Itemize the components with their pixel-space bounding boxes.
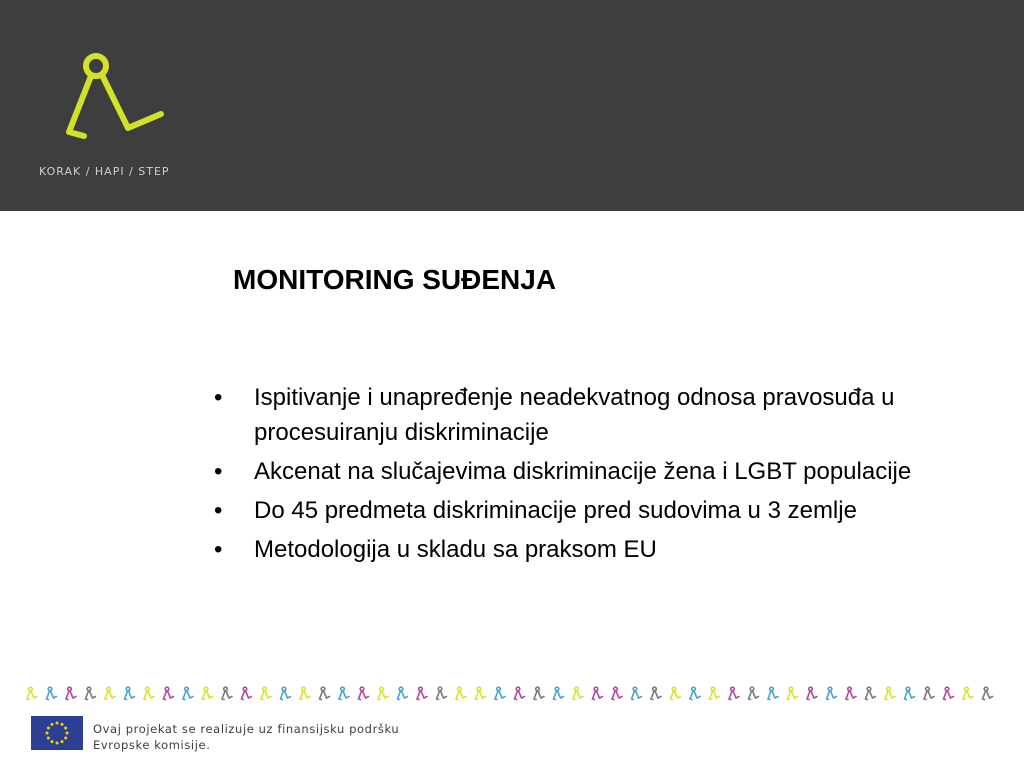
walking-figure-icon (690, 687, 700, 699)
list-item (214, 380, 914, 450)
walking-figure-icon (866, 687, 876, 699)
eu-star-icon (47, 727, 50, 730)
walking-figure-icon (534, 687, 544, 699)
walking-figure-icon (398, 687, 408, 699)
walking-figure-icon (125, 687, 135, 699)
walking-figure-icon (632, 687, 642, 699)
walking-figure-icon (378, 687, 388, 699)
eu-funding-text: Ovaj projekat se realizuje uz finansijsku podršku Evropske komisije. (93, 722, 400, 752)
walking-figure-icon (749, 687, 759, 699)
list-item (214, 454, 914, 489)
walking-figure-icon (944, 687, 954, 699)
eu-star-icon (66, 732, 69, 735)
eu-flag-icon (31, 716, 83, 750)
eu-star-icon (56, 742, 59, 745)
walking-figure-icon (222, 687, 232, 699)
walking-figure-icon (651, 687, 661, 699)
bullet-text: Do 45 predmeta diskriminacije pred sudovima u 3 zemlje (254, 497, 857, 524)
walking-figure-icon (281, 687, 291, 699)
walking-figure-icon (47, 687, 57, 699)
walking-figure-icon (164, 687, 174, 699)
bullet-text: Akcenat na slučajevima diskriminacije žena i LGBT populacije (254, 458, 912, 485)
bullet-icon: • (214, 384, 223, 411)
page-title: MONITORING SUĐENJA (233, 264, 557, 295)
walking-figure-icon (476, 687, 486, 699)
walking-figure-icon (807, 687, 817, 699)
walking-figure-icon (300, 687, 310, 699)
walking-figure-icon (788, 687, 798, 699)
walking-figure-icon (768, 687, 778, 699)
walking-figure-icon (86, 687, 96, 699)
bullet-text: Ispitivanje i unapređenje neadekvatnog odnosa pravosuđa u procesuiranju diskriminacije (254, 384, 895, 446)
eu-star-icon (56, 722, 59, 725)
walking-figure-icon (261, 687, 271, 699)
walking-figure-icon (671, 687, 681, 699)
walking-figure-icon (827, 687, 837, 699)
header-banner (0, 0, 1024, 211)
walking-figure-icon (437, 687, 447, 699)
eu-star-icon (51, 723, 54, 726)
walking-figure-strip (26, 686, 1006, 704)
walking-figure-icon (66, 687, 76, 699)
list-item (214, 493, 914, 528)
walking-figure-icon (729, 687, 739, 699)
walking-figure-icon (242, 687, 252, 699)
walking-figure-icon (105, 687, 115, 699)
bullet-icon: • (214, 458, 223, 485)
walking-figure-icon (417, 687, 427, 699)
eu-star-icon (61, 740, 64, 743)
eu-star-icon (64, 737, 67, 740)
eu-star-icon (61, 723, 64, 726)
eu-star-icon (46, 732, 49, 735)
walking-figure-icon (495, 687, 505, 699)
bullet-text: Metodologija u skladu sa praksom EU (254, 536, 657, 563)
walking-figure-icon (593, 687, 603, 699)
bullet-list (214, 380, 914, 571)
walking-figure-icon (554, 687, 564, 699)
walking-figure-icon (905, 687, 915, 699)
bullet-icon: • (214, 536, 223, 563)
logo-text: KORAK / HAPI / STEP (39, 165, 170, 178)
walking-figure-icon (203, 687, 213, 699)
walking-figure-icon (359, 687, 369, 699)
walking-figure-icon (456, 687, 466, 699)
walking-figure-icon (963, 687, 973, 699)
walking-figure-icon (846, 687, 856, 699)
walking-figure-icon (924, 687, 934, 699)
bullet-icon: • (214, 497, 223, 524)
walking-figure-icon (320, 687, 330, 699)
list-item (214, 532, 914, 567)
walking-figure-icon (612, 687, 622, 699)
walking-figure-icon (885, 687, 895, 699)
eu-star-icon (47, 737, 50, 740)
eu-star-icon (64, 727, 67, 730)
walking-figure-icon (515, 687, 525, 699)
walking-figure-icon (144, 687, 154, 699)
walking-figure-icon (183, 687, 193, 699)
walking-figure-icon (710, 687, 720, 699)
walking-figure-icon (573, 687, 583, 699)
walking-figure-icon (983, 687, 993, 699)
korak-logo-icon (60, 46, 170, 146)
eu-star-icon (51, 740, 54, 743)
walking-figure-icon (27, 687, 37, 699)
walking-figure-icon (339, 687, 349, 699)
